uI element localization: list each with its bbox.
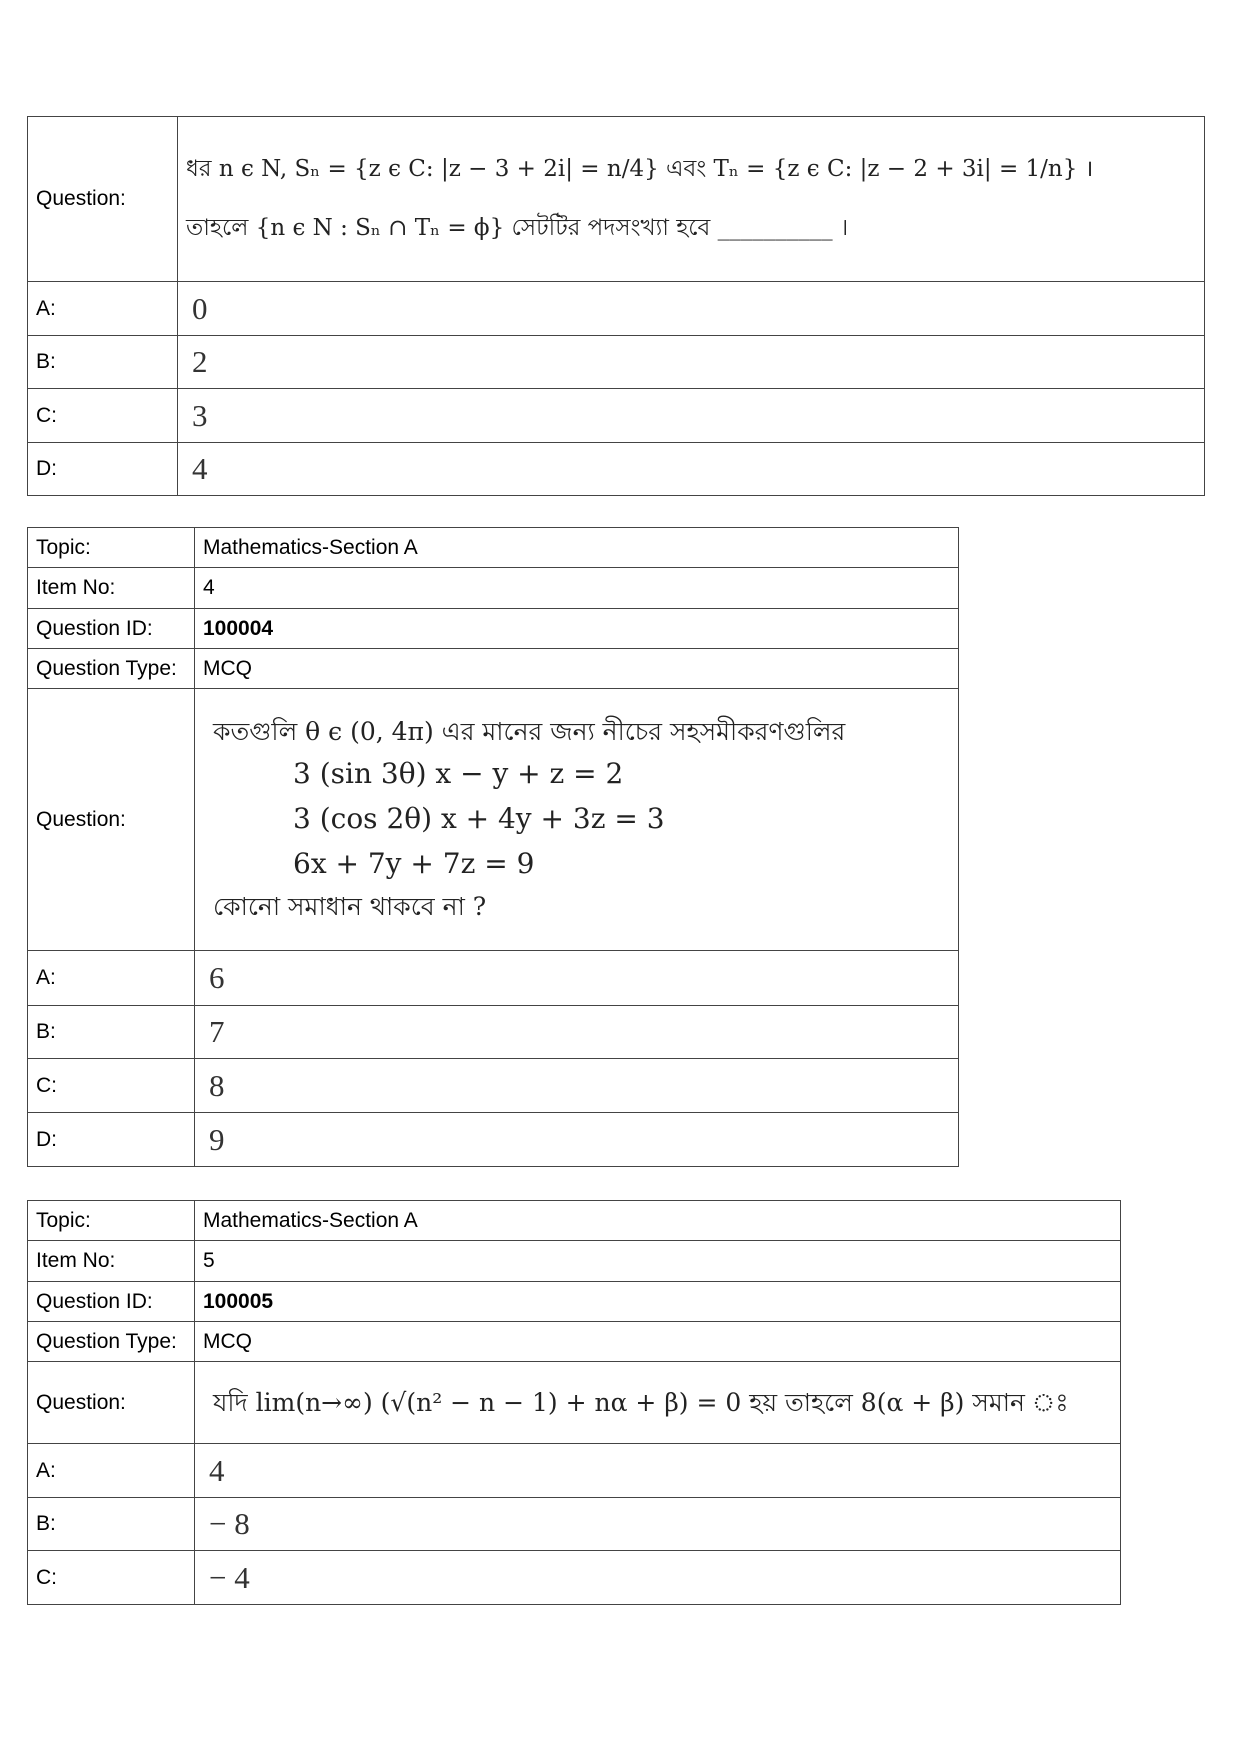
question-id-label: Question ID: bbox=[28, 609, 195, 649]
option-d-value: 9 bbox=[195, 1113, 959, 1167]
option-row-c bbox=[28, 389, 1205, 443]
option-row-b bbox=[28, 1006, 959, 1059]
option-a-label: A: bbox=[28, 282, 178, 336]
item-no-row bbox=[28, 568, 959, 609]
item-no-label: Item No: bbox=[28, 1241, 195, 1282]
option-c-label: C: bbox=[28, 1059, 195, 1113]
question-type-value: MCQ bbox=[195, 649, 959, 689]
topic-row bbox=[28, 1201, 1121, 1241]
question-type-label: Question Type: bbox=[28, 1322, 195, 1362]
equation-3: 6x + 7y + 7z = 9 bbox=[293, 846, 535, 880]
equation-2: 3 (cos 2θ) x + 4y + 3z = 3 bbox=[293, 802, 665, 836]
question-label: Question: bbox=[28, 689, 195, 951]
question-type-row bbox=[28, 649, 959, 689]
question-id-row bbox=[28, 609, 959, 649]
question-id-row bbox=[28, 1282, 1121, 1322]
question-text bbox=[195, 689, 959, 951]
option-a-label: A: bbox=[28, 1444, 195, 1498]
option-c-value: 3 bbox=[178, 389, 1205, 443]
question-5-table bbox=[27, 1200, 1121, 1605]
topic-value: Mathematics-Section A bbox=[195, 1201, 1121, 1241]
option-row-c bbox=[28, 1551, 1121, 1605]
option-b-value: − 8 bbox=[195, 1498, 1121, 1551]
option-row-a bbox=[28, 1444, 1121, 1498]
option-c-value: 8 bbox=[195, 1059, 959, 1113]
question-outro: কোনো সমাধান থাকবে না ? bbox=[213, 891, 487, 921]
option-row-b bbox=[28, 1498, 1121, 1551]
item-no-label: Item No: bbox=[28, 568, 195, 609]
option-a-value: 0 bbox=[178, 282, 1205, 336]
option-a-value: 4 bbox=[195, 1444, 1121, 1498]
option-a-value: 6 bbox=[195, 951, 959, 1006]
question-type-value: MCQ bbox=[195, 1322, 1121, 1362]
item-no-value: 5 bbox=[195, 1241, 1121, 1282]
topic-label: Topic: bbox=[28, 1201, 195, 1241]
question-row bbox=[28, 117, 1205, 282]
option-row-c bbox=[28, 1059, 959, 1113]
topic-row bbox=[28, 528, 959, 568]
question-4-table bbox=[27, 527, 959, 1167]
question-line-1: ধর n ϵ N, Sₙ = {z ϵ C: |z − 3 + 2i| = n/4} এবং Tₙ = {z ϵ C: |z − 2 + 3i| = 1/n} । bbox=[186, 156, 1094, 183]
question-3-table bbox=[27, 116, 1205, 496]
option-row-a bbox=[28, 282, 1205, 336]
question-line-2: তাহলে {n ϵ N : Sₙ ∩ Tₙ = ϕ} সেটটির পদসংখ্যা হবে __________ । bbox=[186, 215, 849, 241]
option-row-a bbox=[28, 951, 959, 1006]
option-c-label: C: bbox=[28, 1551, 195, 1605]
option-d-label: D: bbox=[28, 1113, 195, 1167]
question-intro: কতগুলি θ ϵ (0, 4π) এর মানের জন্য নীচের সহসমীকরণগুলির bbox=[213, 717, 846, 747]
option-row-d bbox=[28, 443, 1205, 496]
question-row bbox=[28, 1362, 1121, 1444]
option-row-d bbox=[28, 1113, 959, 1167]
option-b-label: B: bbox=[28, 336, 178, 389]
question-id-label: Question ID: bbox=[28, 1282, 195, 1322]
option-c-value: − 4 bbox=[195, 1551, 1121, 1605]
topic-value: Mathematics-Section A bbox=[195, 528, 959, 568]
question-type-label: Question Type: bbox=[28, 649, 195, 689]
option-d-value: 4 bbox=[178, 443, 1205, 496]
question-line: যদি lim(n→∞) (√(n² − n − 1) + nα + β) = 0 হয় তাহলে 8(α + β) সমান ঃ bbox=[213, 1387, 1069, 1417]
option-b-label: B: bbox=[28, 1498, 195, 1551]
question-type-row bbox=[28, 1322, 1121, 1362]
question-id-value: 100004 bbox=[195, 609, 959, 649]
option-d-label: D: bbox=[28, 443, 178, 496]
item-no-row bbox=[28, 1241, 1121, 1282]
equation-1: 3 (sin 3θ) x − y + z = 2 bbox=[293, 757, 624, 791]
option-b-value: 7 bbox=[195, 1006, 959, 1059]
question-id-value: 100005 bbox=[195, 1282, 1121, 1322]
option-c-label: C: bbox=[28, 389, 178, 443]
question-label: Question: bbox=[28, 1362, 195, 1444]
question-text bbox=[195, 1362, 1121, 1444]
topic-label: Topic: bbox=[28, 528, 195, 568]
option-row-b bbox=[28, 336, 1205, 389]
item-no-value: 4 bbox=[195, 568, 959, 609]
question-text bbox=[178, 117, 1205, 282]
question-row bbox=[28, 689, 959, 951]
question-label: Question: bbox=[28, 117, 178, 282]
option-b-label: B: bbox=[28, 1006, 195, 1059]
option-b-value: 2 bbox=[178, 336, 1205, 389]
option-a-label: A: bbox=[28, 951, 195, 1006]
